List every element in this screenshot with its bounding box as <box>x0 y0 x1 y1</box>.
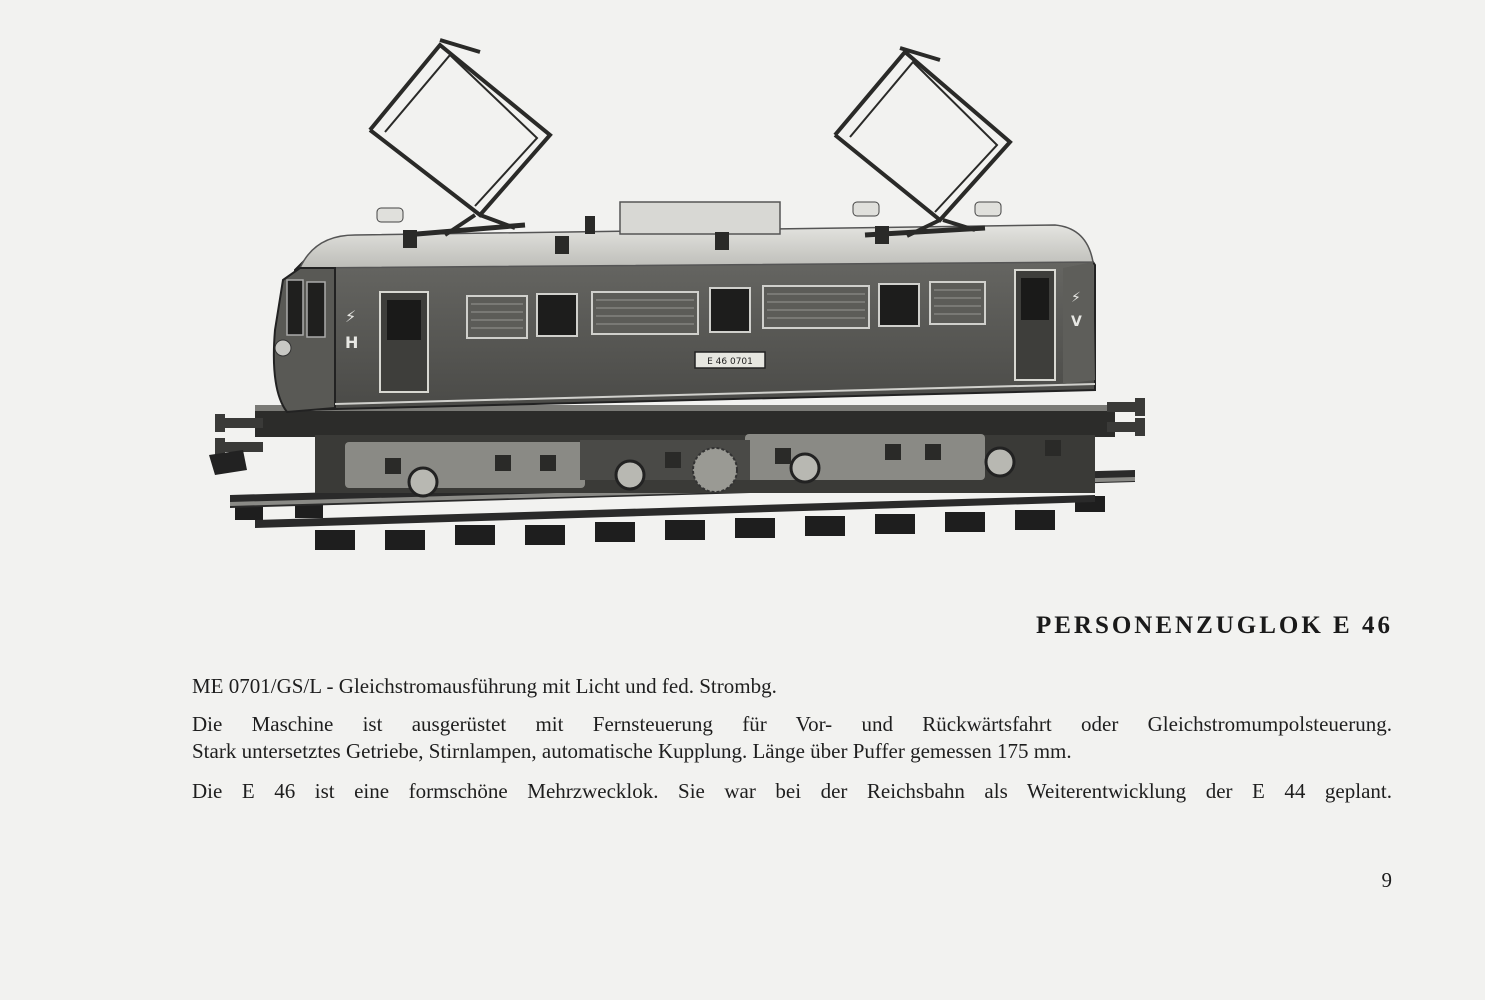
history-paragraph: Die E 46 ist eine formschöne Mehrzwecklok. Sie war bei der Reichsbahn als Weiterentwicklung der E 44 geplant. <box>192 779 1392 803</box>
article-number-line: ME 0701/GS/L - Gleichstromausführung mit Licht und fed. Strombg. <box>192 674 777 698</box>
cab-mark-h: H <box>345 333 359 352</box>
page-title: PERSONENZUGLOK E 46 <box>1035 612 1393 639</box>
cab-mark-bolt-right: ⚡ <box>1071 290 1081 306</box>
number-plate-text: E 46 0701 <box>707 357 753 367</box>
cab-mark-bolt-left: ⚡ <box>345 307 357 326</box>
locomotive-body <box>274 202 1095 412</box>
locomotive-photo <box>195 30 1155 570</box>
description-line-1: Die Maschine ist ausgerüstet mit Fernsteuerung für Vor- und Rückwärtsfahrt oder Gleichstromumpolsteuerung. <box>192 712 1392 736</box>
pantograph-left <box>370 40 550 235</box>
chassis <box>255 405 1115 496</box>
description-paragraph <box>192 711 1392 765</box>
page-number: 9 <box>1381 868 1392 892</box>
cab-mark-v: V <box>1071 314 1082 330</box>
description-line-2: Stark untersetztes Getriebe, Stirnlampen, automatische Kupplung. Länge über Puffer gemessen 175 mm. <box>192 739 1072 763</box>
